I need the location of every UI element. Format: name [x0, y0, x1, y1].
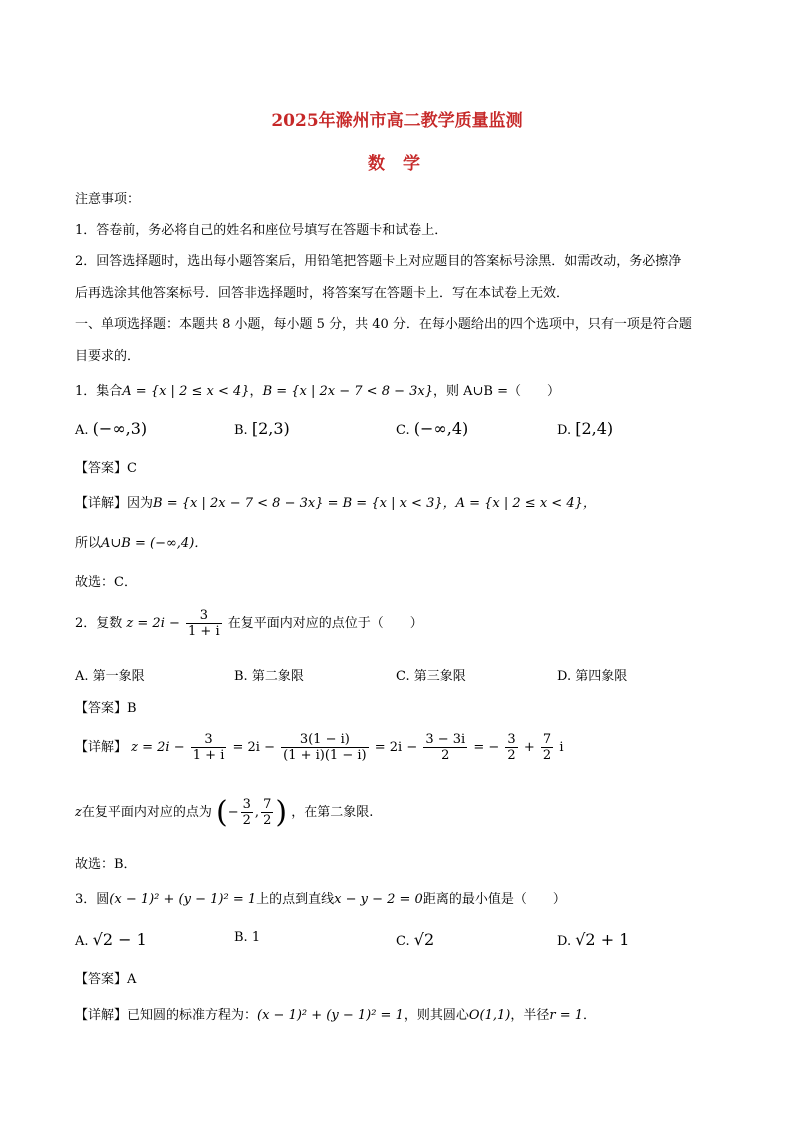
q3-answer: 【答案】A [75, 972, 137, 987]
section-heading-line-2: 目要求的． [75, 349, 141, 364]
option-label: B. [234, 423, 248, 438]
q2-answer: 【答案】B [75, 701, 137, 716]
q2-option-c [396, 665, 466, 684]
q3-detail-mid2: ，半径 [510, 1008, 550, 1023]
notes-item-1: 1．答卷前，务必将自己的姓名和座位号填写在答题卡和试卷上． [75, 223, 448, 238]
q3-detail-prefix: 【详解】已知圆的标准方程为： [75, 1008, 258, 1023]
q3-detail-mid: ，则其圆心 [403, 1008, 469, 1023]
notes-item-2-line-2: 后再选涂其他答案标号．回答非选择题时，将答案写在答题卡上．写在本试卷上无效． [75, 286, 570, 301]
q2-point-frac-1 [241, 797, 253, 828]
q1-comma: ， [249, 384, 263, 399]
question-3-stem [75, 888, 566, 907]
q2-option-d [557, 665, 627, 684]
q3-option-a [75, 930, 147, 949]
option-value: 第二象限 [251, 669, 304, 684]
frac-den: 2 [441, 748, 450, 763]
q2-detail-eq-1: = 2i − [232, 740, 275, 755]
q1-stem-suffix: ，则 A∪B =（ ） [433, 384, 561, 399]
option-label: A. [75, 934, 89, 949]
q2-detail-frac-4 [505, 732, 517, 763]
q2-detail-eq-3: = − [473, 740, 500, 755]
q3-line: x − y − 2 = 0 [334, 892, 423, 907]
q1-answer: 【答案】C [75, 461, 137, 476]
q3-stem-suffix: 距离的最小值是（ ） [422, 892, 566, 907]
frac-den: 2 [542, 748, 552, 763]
option-value: √2 − 1 [92, 930, 147, 949]
option-label: A. [75, 669, 89, 684]
frac-num: 3 [507, 732, 516, 747]
frac-num: 7 [263, 797, 272, 812]
option-value: 第三象限 [413, 669, 466, 684]
frac-den: 2 [507, 748, 516, 763]
q2-detail-eq-2: = 2i − [374, 740, 418, 755]
right-paren: ) [275, 795, 288, 830]
q2-point-comma: , [254, 805, 260, 820]
q2-detail [75, 732, 563, 763]
q1-detail-line-2 [75, 532, 207, 551]
q3-circle: (x − 1)² + (y − 1)² = 1 [109, 892, 257, 907]
option-label: D. [557, 934, 572, 949]
q1-detail-line-1 [75, 492, 596, 511]
frac-den: 2 [263, 813, 272, 828]
q3-detail [75, 1004, 596, 1023]
subject-title: 数 学 [368, 154, 426, 174]
option-value: 第一象限 [92, 669, 145, 684]
frac-num: 7 [542, 732, 552, 747]
option-value: (−∞,4) [413, 419, 469, 438]
notes-heading: 注意事项： [75, 192, 141, 207]
option-label: B. [234, 669, 248, 684]
q2-point-line [75, 795, 373, 830]
frac-num: 3 − 3i [425, 732, 466, 747]
q1-detail2-prefix: 所以 [75, 536, 102, 551]
q3-stem-prefix: 3．圆 [75, 892, 110, 907]
q2-detail-i: i [559, 740, 564, 755]
q2-detail-frac-3 [423, 732, 467, 763]
q2-point-frac-2 [261, 797, 273, 828]
q1-option-d [557, 419, 613, 438]
section-heading-line-1: 一、单项选择题：本题共 8 小题，每小题 5 分，共 40 分．在每小题给出的四个选项中，只有一项是符合题 [75, 317, 692, 332]
option-value: [2,3) [251, 419, 290, 438]
q2-point-prefix: 在复平面内对应的点为 [81, 805, 212, 820]
q2-detail-frac-5 [541, 732, 553, 763]
q1-detail-prefix: 【详解】因为 [75, 496, 154, 511]
q2-frac-num: 3 [186, 608, 222, 624]
frac-num: 3(1 − i) [281, 732, 368, 748]
exam-title: 2025年滁州市高二教学质量监测 [271, 111, 523, 131]
frac-den: 1 + i [192, 748, 225, 763]
option-value: (−∞,3) [92, 419, 148, 438]
q2-point-suffix: ，在第二象限. [291, 805, 374, 820]
q3-option-c [396, 930, 434, 949]
q3-detail-circle: (x − 1)² + (y − 1)² = 1 [257, 1008, 404, 1023]
q2-fraction [186, 608, 222, 639]
option-label: D. [557, 669, 572, 684]
question-1-stem [75, 380, 560, 399]
q2-detail-z: z = 2i − [131, 740, 185, 755]
option-label: C. [396, 669, 410, 684]
q2-detail-plus: + [523, 740, 535, 755]
q2-conclusion: 故选：B． [75, 857, 137, 872]
q2-detail-frac-1 [191, 732, 227, 763]
option-value: √2 [413, 930, 435, 949]
frac-num: 3 [242, 797, 251, 812]
q1-stem-prefix: 1．集合 [75, 384, 123, 399]
left-paren: ( [216, 795, 228, 830]
option-label: D. [557, 423, 572, 438]
option-label: C. [396, 423, 410, 438]
option-label: B. [234, 930, 248, 945]
option-value: [2,4) [575, 419, 614, 438]
q1-detail2-math: A∪B = (−∞,4)． [101, 536, 208, 551]
q1-conclusion: 故选：C． [75, 575, 137, 590]
q3-option-b [234, 930, 260, 945]
q3-detail-end: ． [583, 1008, 597, 1023]
q2-stem-suffix: 在复平面内对应的点位于（ ） [227, 616, 423, 631]
q1-option-c [396, 419, 468, 438]
notes-item-2-line-1: 2．回答选择题时，选出每小题答案后，用铅笔把答题卡上对应题目的答案标号涂黑．如需改动，务必擦净 [75, 254, 682, 269]
frac-num: 3 [191, 732, 227, 748]
option-value: √2 + 1 [575, 930, 630, 949]
option-label: C. [396, 934, 410, 949]
frac-den: (1 + i)(1 − i) [283, 748, 367, 763]
option-value: 第四象限 [575, 669, 628, 684]
q3-option-d [557, 930, 629, 949]
q3-mid: 上的点到直线 [256, 892, 335, 907]
q2-option-a [75, 665, 145, 684]
frac-den: 2 [242, 813, 251, 828]
q2-z-eq: z = 2i − [126, 616, 180, 631]
option-value: 1 [251, 930, 261, 945]
q1-option-a [75, 419, 147, 438]
q2-detail-frac-2 [281, 732, 368, 763]
q2-point-minus: − [227, 805, 239, 820]
q2-detail-prefix: 【详解】 [75, 740, 128, 755]
q3-detail-radius: r = 1 [549, 1008, 584, 1023]
q1-set-b: B = {x | 2x − 7 < 8 − 3x} [262, 384, 434, 399]
q2-option-b [234, 665, 304, 684]
q1-detail-math: B = {x | 2x − 7 < 8 − 3x} = B = {x | x < 3}，A = {x | 2 ≤ x < 4}， [153, 496, 596, 511]
q2-point-z: z [75, 805, 82, 820]
q2-stem-prefix: 2．复数 [75, 616, 123, 631]
q1-option-b [234, 419, 290, 438]
option-label: A. [75, 423, 89, 438]
q3-detail-center: O(1,1) [468, 1008, 511, 1023]
q1-set-a: A = {x | 2 ≤ x < 4} [122, 384, 250, 399]
question-2-stem [75, 608, 423, 639]
q2-frac-den: 1 + i [188, 624, 220, 639]
